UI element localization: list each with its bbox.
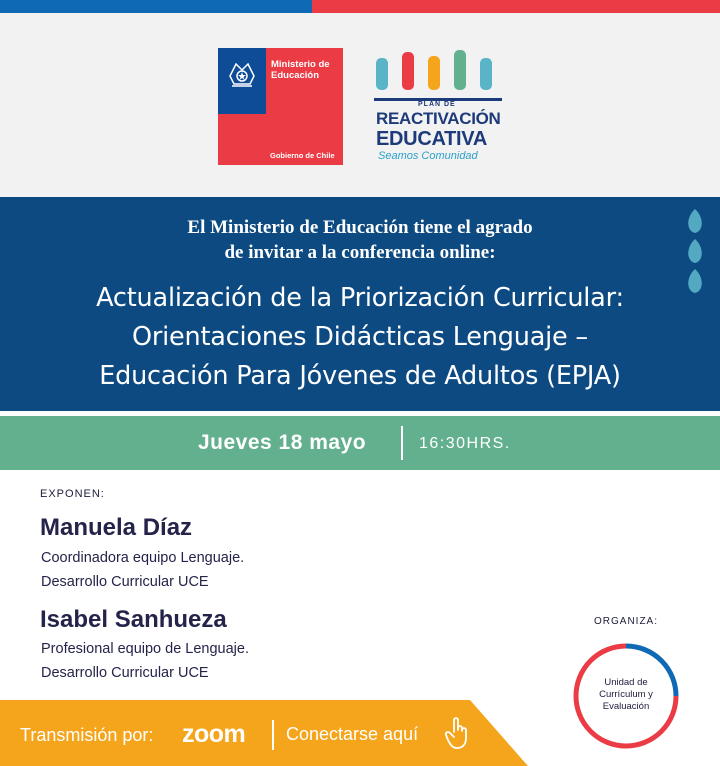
event-time: 16:30HRS. [419,435,511,452]
top-color-bar [0,0,720,13]
transmission-bar[interactable] [0,700,528,766]
pointer-hand-icon[interactable] [444,716,472,750]
speaker-role: Profesional equipo de Lenguaje. Desarrollo Curricular UCE [41,641,249,681]
chile-crest-icon [222,54,262,94]
raised-hands-icon [374,48,502,94]
plan-line2: EDUCATIVA [376,128,488,150]
date-band [0,416,720,470]
date-separator [401,426,403,460]
plan-reactivacion-logo [374,48,514,170]
gobierno-label: Gobierno de Chile [270,151,335,160]
connect-link[interactable]: Conectarse aquí [286,724,419,744]
plan-de-label: PLAN DE [418,101,456,108]
top-bar-blue [0,0,312,13]
transmission-label: Transmisión por: [20,725,154,745]
speaker-role: Coordinadora equipo Lenguaje. Desarrollo Curricular UCE [41,550,245,590]
speaker-name: Manuela Díaz [40,514,193,541]
plan-tagline: Seamos Comunidad [378,150,478,162]
logo-header [0,13,720,197]
zoom-logo: zoom [182,720,246,748]
organizer-heading: ORGANIZA: [594,616,659,627]
event-date: Jueves 18 mayo [198,431,367,454]
plan-line1: REACTIVACIÓN [376,109,501,128]
ministerio-title: Ministerio de Educación [271,59,330,81]
top-bar-red [312,0,720,13]
invitation-band [0,197,720,411]
speakers-heading: EXPONEN: [40,488,105,500]
conference-title: Actualización de la Priorización Curricular: Orientaciones Didácticas Lenguaje – Educación Para Jóvenes de Adultos (EPJA) [96,283,624,391]
invitation-intro: El Ministerio de Educación tiene el agrado de invitar a la conferencia online: [187,217,533,263]
speaker-name: Isabel Sanhueza [40,606,227,633]
ministerio-logo [218,48,343,165]
decorative-drops-icon [680,207,710,297]
organizer-name: Unidad de Currículum y Evaluación [599,677,653,712]
footer-separator [272,720,274,750]
